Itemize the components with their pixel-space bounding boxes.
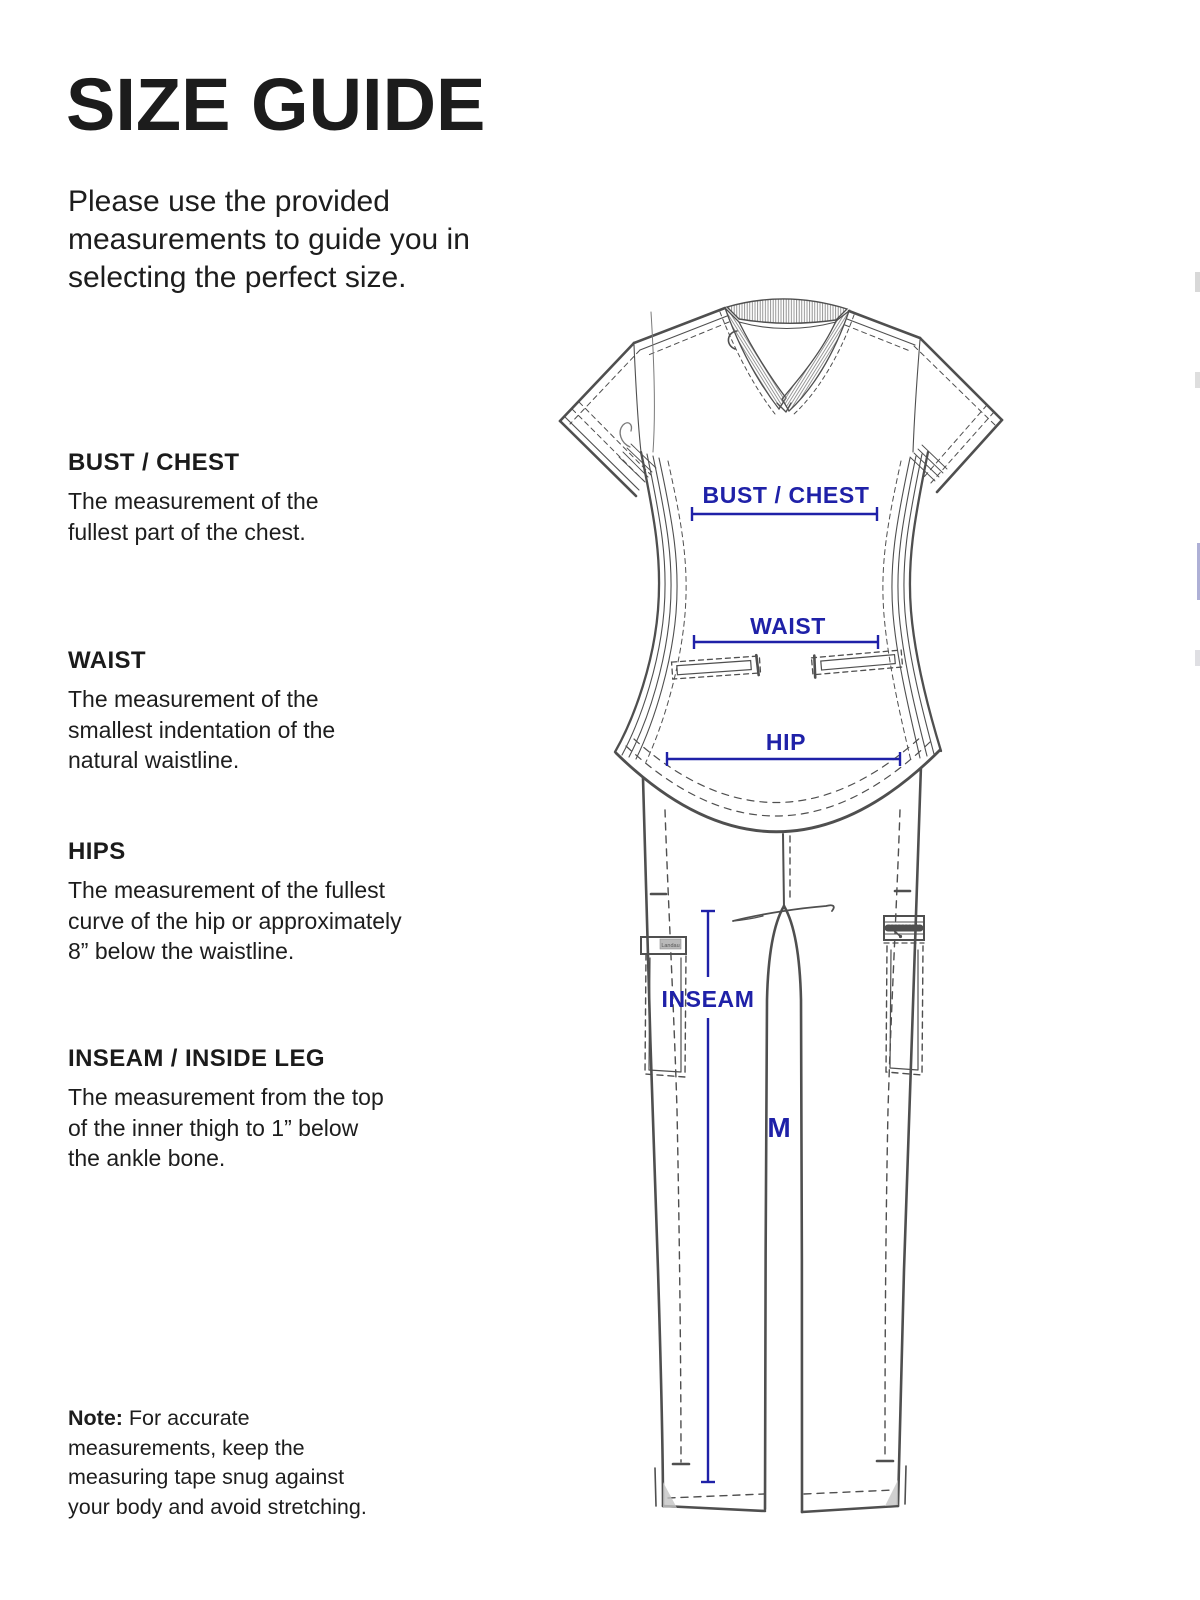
section-hips (68, 839, 402, 967)
intro-text (68, 183, 470, 297)
size-mark-label: M (767, 1112, 791, 1143)
section-heading: WAIST (68, 647, 146, 674)
bust-measure (692, 482, 877, 521)
note-line-rest: For accurate (122, 1406, 250, 1430)
section-body: The measurement of the fullest part of the chest. (68, 488, 319, 545)
section-heading: BUST / CHEST (68, 449, 240, 476)
intro-line: selecting the perfect size. (68, 261, 407, 294)
brand-tag-text: Landau (661, 943, 680, 949)
intro-line: measurements to guide you in (68, 223, 470, 256)
inseam-label: INSEAM (661, 986, 755, 1012)
section-body: The measurement of the smallest indentation of the natural waistline. (68, 686, 336, 773)
bust-label: BUST / CHEST (702, 482, 870, 508)
section-heading: HIPS (68, 838, 126, 865)
garment-diagram (540, 260, 1010, 1540)
edge-fragment (1195, 272, 1200, 292)
section-heading: INSEAM / INSIDE LEG (68, 1045, 325, 1072)
edge-fragment (1195, 650, 1200, 666)
page-title: SIZE GUIDE (66, 63, 486, 146)
section-body: The measurement of the fullest curve of the hip or approximately 8” below the waistline. (68, 877, 402, 964)
section-bust-chest (68, 450, 319, 547)
intro-line: Please use the provided (68, 185, 390, 218)
hip-label: HIP (765, 729, 807, 755)
section-waist (68, 648, 335, 776)
note-label: Note: (68, 1406, 123, 1430)
edge-fragment (1195, 372, 1200, 388)
section-inseam (68, 1046, 384, 1174)
section-body: The measurement from the top of the inner thigh to 1” below the ankle bone. (68, 1084, 384, 1171)
note-text: Note: For accurate measurements, keep the measuring tape snug against your body and avoid stretching. (68, 1406, 367, 1519)
waist-label: WAIST (750, 613, 826, 639)
